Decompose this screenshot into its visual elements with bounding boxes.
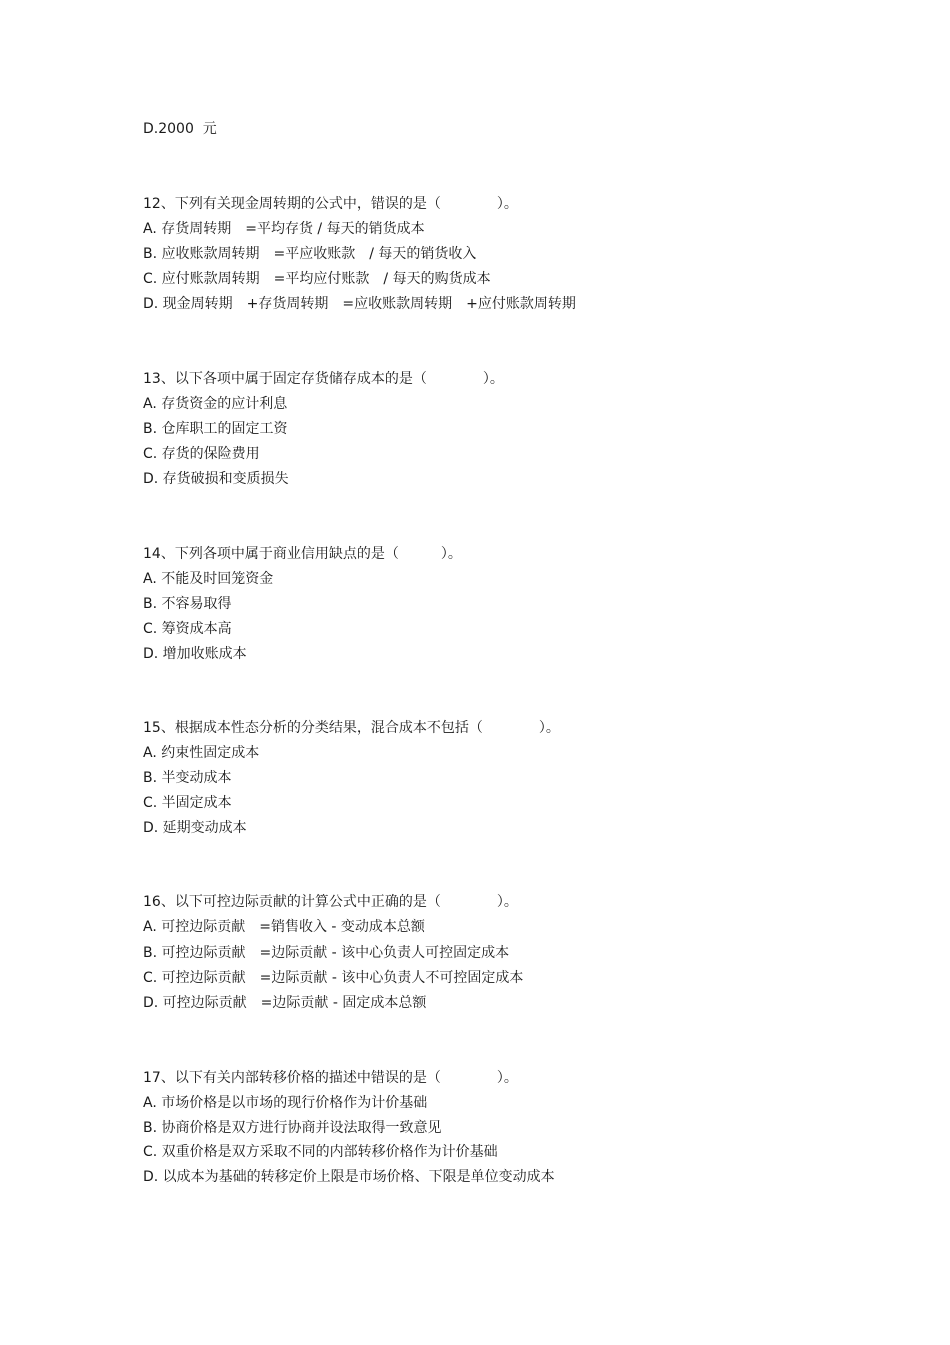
option-c: C. 半固定成本 xyxy=(143,795,232,811)
option-a: A. 存货资金的应计利息 xyxy=(143,396,288,412)
question-stem: 14、下列各项中属于商业信用缺点的是（ ）。 xyxy=(143,546,462,562)
option-d: D. 现金周转期 +存货周转期 =应收账款周转期 +应付账款周转期 xyxy=(143,296,576,312)
question-stem: 16、以下可控边际贡献的计算公式中正确的是（ ）。 xyxy=(143,894,518,910)
option-a: A. 不能及时回笼资金 xyxy=(143,571,274,587)
option-d: D. 延期变动成本 xyxy=(143,820,247,836)
option-d: D. 以成本为基础的转移定价上限是市场价格、下限是单位变动成本 xyxy=(143,1169,555,1185)
option-b: B. 应收账款周转期 =平应收账款 / 每天的销货收入 xyxy=(143,246,477,262)
option-a: A. 市场价格是以市场的现行价格作为计价基础 xyxy=(143,1095,428,1111)
question-stem: 15、根据成本性态分析的分类结果，混合成本不包括（ ）。 xyxy=(143,720,560,736)
option-d: D. 可控边际贡献 =边际贡献 - 固定成本总额 xyxy=(143,995,427,1011)
option-b: B. 半变动成本 xyxy=(143,770,232,786)
option-c: C. 筹资成本高 xyxy=(143,621,232,637)
option-c: C. 双重价格是双方采取不同的内部转移价格作为计价基础 xyxy=(143,1144,498,1160)
option-b: B. 仓库职工的固定工资 xyxy=(143,421,288,437)
option-a: A. 可控边际贡献 =销售收入 - 变动成本总额 xyxy=(143,919,425,935)
lead-option-text: D.2000 元 xyxy=(143,121,217,137)
question-stem: 13、以下各项中属于固定存货储存成本的是（ ）。 xyxy=(143,371,504,387)
option-a: A. 约束性固定成本 xyxy=(143,745,260,761)
option-a: A. 存货周转期 =平均存货 / 每天的销货成本 xyxy=(143,221,425,237)
option-b: B. 不容易取得 xyxy=(143,596,232,612)
option-c: C. 存货的保险费用 xyxy=(143,446,260,462)
question-stem: 12、下列有关现金周转期的公式中，错误的是（ ）。 xyxy=(143,196,518,212)
option-c: C. 可控边际贡献 =边际贡献 - 该中心负责人不可控固定成本 xyxy=(143,970,524,986)
option-d: D. 增加收账成本 xyxy=(143,646,247,662)
question-stem: 17、以下有关内部转移价格的描述中错误的是（ ）。 xyxy=(143,1070,518,1086)
option-c: C. 应付账款周转期 =平均应付账款 / 每天的购货成本 xyxy=(143,271,491,287)
option-d: D. 存货破损和变质损失 xyxy=(143,471,289,487)
option-b: B. 可控边际贡献 =边际贡献 - 该中心负责人可控固定成本 xyxy=(143,945,510,961)
option-b: B. 协商价格是双方进行协商并设法取得一致意见 xyxy=(143,1120,442,1136)
